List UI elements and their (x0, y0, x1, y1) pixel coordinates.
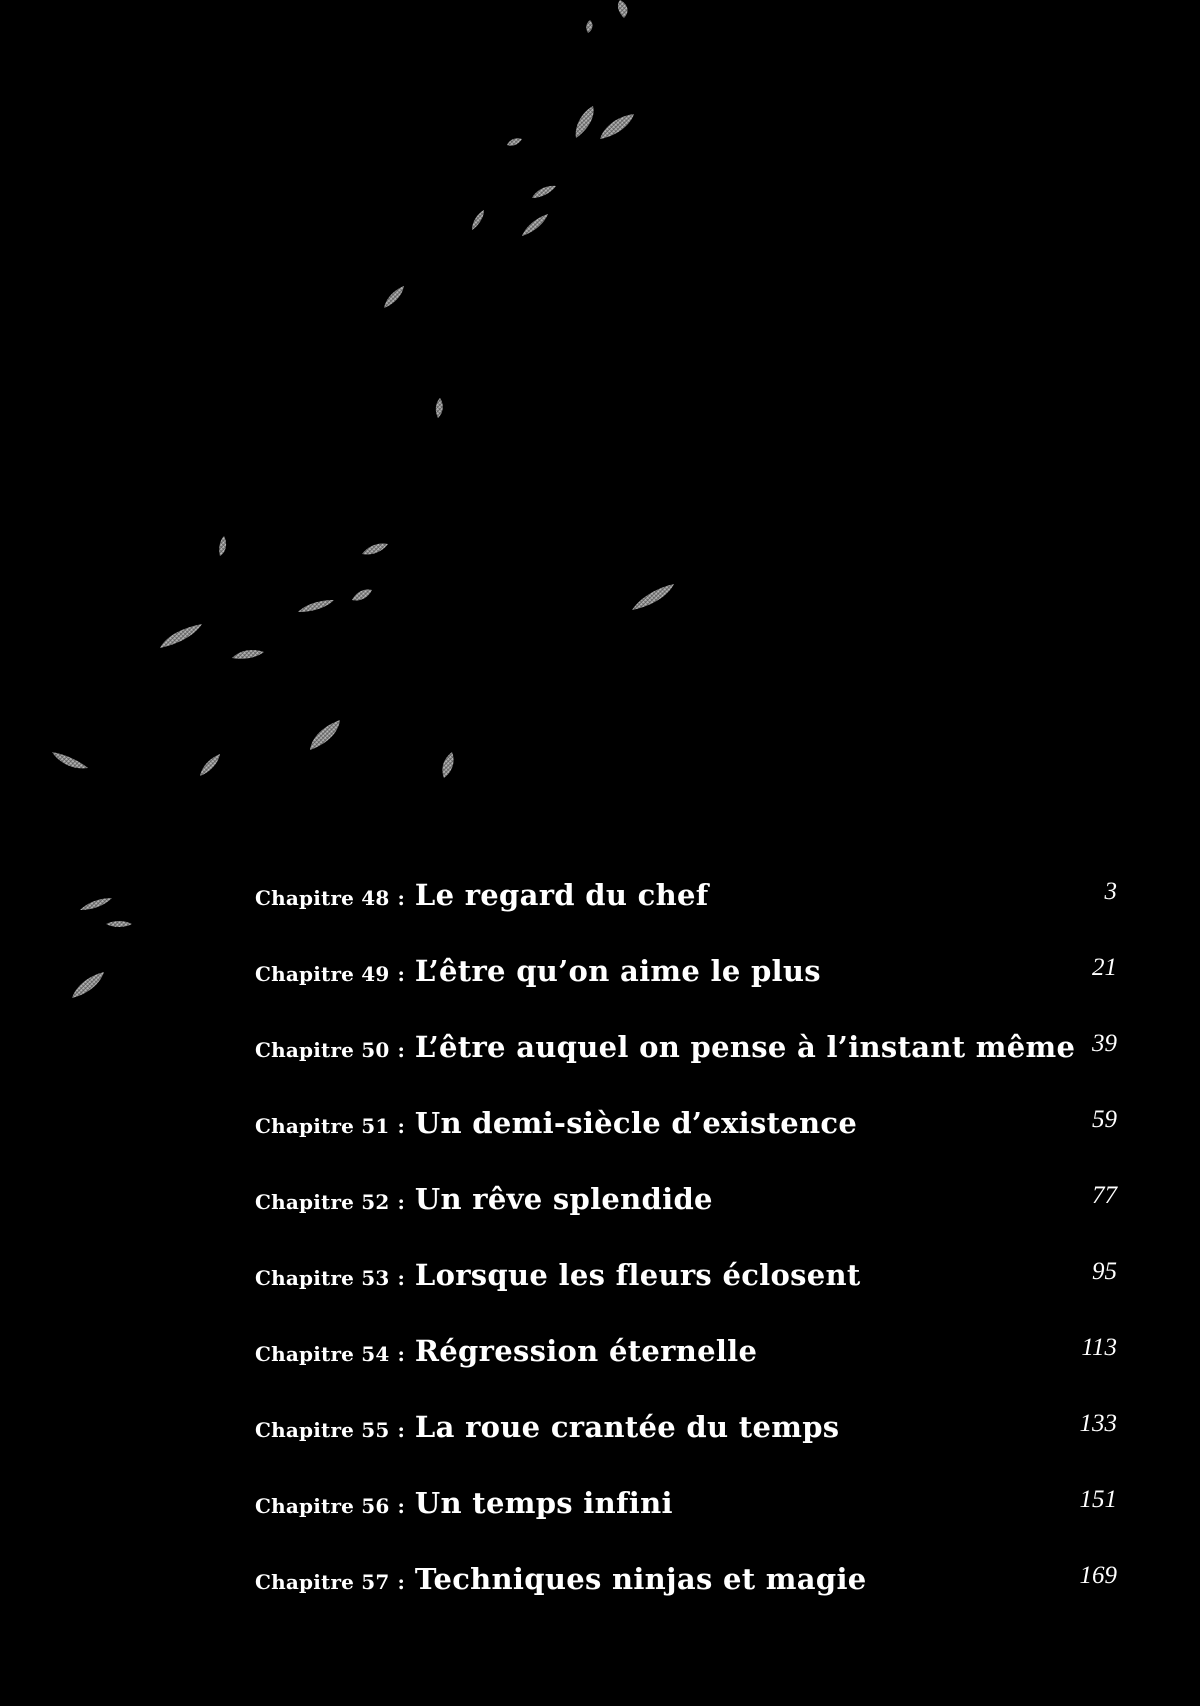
petal-icon (442, 752, 453, 778)
chapter-title: Techniques ninjas et magie (414, 1562, 867, 1596)
chapter-title: Régression éternelle (414, 1334, 758, 1368)
toc-entry[interactable] (255, 1030, 1117, 1106)
petal-icon (507, 138, 522, 146)
petal-icon (72, 972, 104, 998)
page-number: 113 (1081, 1334, 1117, 1361)
chapter-separator: : (397, 1038, 405, 1062)
chapter-title: L’être auquel on pense à l’instant même (414, 1030, 1076, 1064)
chapter-label: Chapitre 50 (255, 1038, 390, 1062)
petal-icon (160, 624, 202, 648)
petal-icon (618, 0, 628, 18)
petal-icon (436, 398, 443, 418)
chapter-label: Chapitre 51 (255, 1114, 390, 1138)
chapter-separator: : (397, 1266, 405, 1290)
chapter-title: Un rêve splendide (414, 1182, 713, 1216)
chapter-separator: : (397, 1342, 405, 1366)
table-of-contents (255, 878, 1117, 1638)
petal-icon (632, 584, 674, 610)
chapter-title: Un demi-siècle d’existence (414, 1106, 858, 1140)
chapter-label: Chapitre 53 (255, 1266, 390, 1290)
chapter-separator: : (397, 886, 405, 910)
chapter-title: Un temps infini (414, 1486, 673, 1520)
page-number: 39 (1092, 1030, 1117, 1057)
toc-entry[interactable] (255, 1486, 1117, 1562)
petal-icon (200, 754, 220, 776)
page-number: 77 (1092, 1182, 1117, 1209)
petal-icon (362, 543, 388, 554)
chapter-separator: : (397, 1114, 405, 1138)
toc-entry[interactable] (255, 878, 1117, 954)
chapter-separator: : (397, 962, 405, 986)
petal-icon (298, 600, 334, 612)
chapter-title: La roue crantée du temps (414, 1410, 840, 1444)
petal-icon (232, 650, 264, 659)
page-number: 151 (1079, 1486, 1117, 1513)
petal-icon (384, 286, 404, 308)
toc-entry[interactable] (255, 1182, 1117, 1258)
petal-icon (106, 921, 132, 927)
petal-icon (586, 20, 592, 33)
page-number: 3 (1104, 878, 1117, 905)
chapter-label: Chapitre 56 (255, 1494, 390, 1518)
petal-icon (600, 114, 634, 139)
chapter-label: Chapitre 54 (255, 1342, 390, 1366)
petal-icon (522, 214, 548, 236)
chapter-label: Chapitre 48 (255, 886, 390, 910)
page-number: 133 (1079, 1410, 1117, 1437)
toc-entry[interactable] (255, 1258, 1117, 1334)
petal-icon (472, 210, 484, 230)
chapter-label: Chapitre 57 (255, 1570, 390, 1594)
petal-icon (352, 589, 372, 600)
chapter-title: Lorsque les fleurs éclosent (414, 1258, 861, 1292)
page-number: 21 (1092, 954, 1117, 981)
petal-icon (576, 106, 594, 138)
chapter-separator: : (397, 1418, 405, 1442)
petal-icon (80, 898, 112, 910)
petal-icon (219, 536, 226, 556)
page-number: 95 (1092, 1258, 1117, 1285)
toc-entry[interactable] (255, 1410, 1117, 1486)
chapter-separator: : (397, 1570, 405, 1594)
petal-icon (310, 720, 340, 750)
chapter-title: L’être qu’on aime le plus (414, 954, 821, 988)
toc-entry[interactable] (255, 954, 1117, 1030)
page-number: 169 (1079, 1562, 1117, 1589)
toc-entry[interactable] (255, 1106, 1117, 1182)
petal-icon (52, 752, 88, 768)
page-number: 59 (1092, 1106, 1117, 1133)
chapter-title: Le regard du chef (414, 878, 709, 912)
chapter-label: Chapitre 55 (255, 1418, 390, 1442)
petal-icon (532, 186, 556, 198)
chapter-separator: : (397, 1494, 405, 1518)
chapter-label: Chapitre 49 (255, 962, 390, 986)
chapter-separator: : (397, 1190, 405, 1214)
chapter-label: Chapitre 52 (255, 1190, 390, 1214)
toc-entry[interactable] (255, 1562, 1117, 1638)
toc-entry[interactable] (255, 1334, 1117, 1410)
